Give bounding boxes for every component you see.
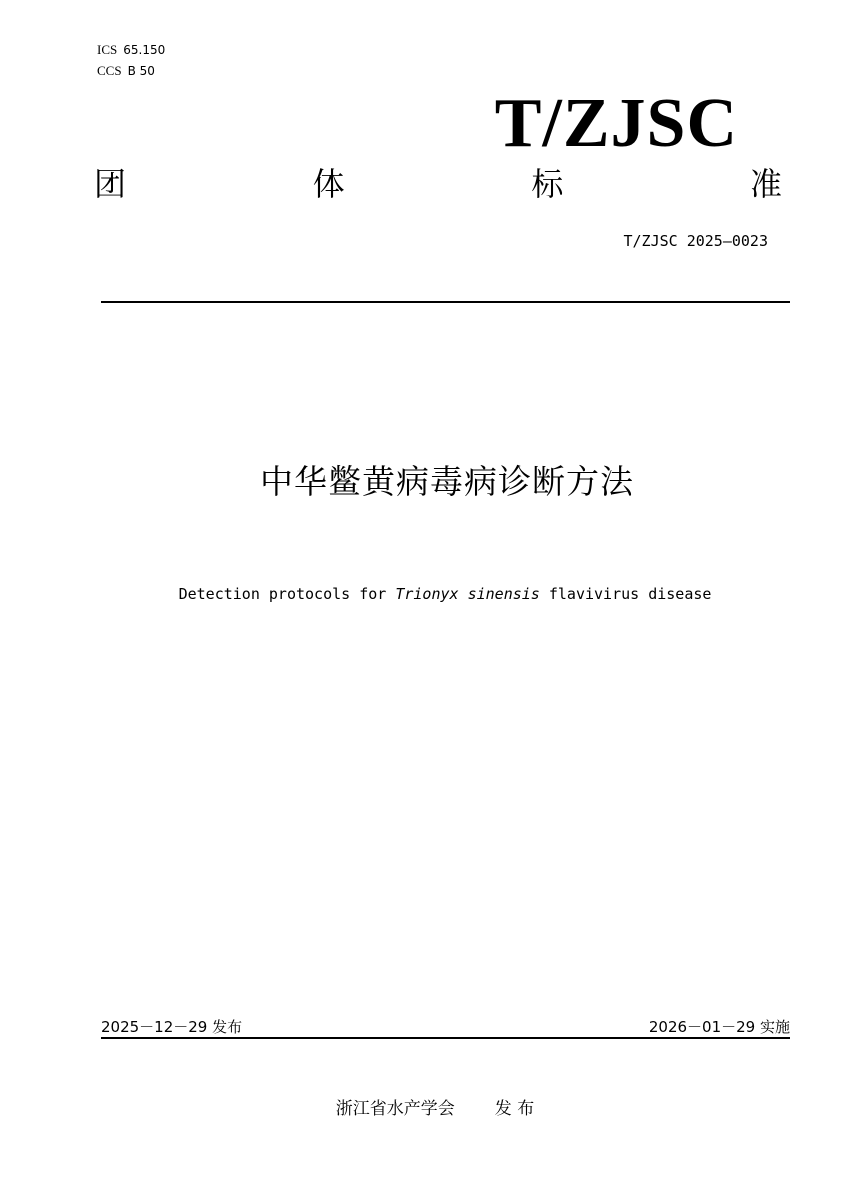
title-en-suffix: flavivirus disease xyxy=(539,585,712,603)
title-en-species: Trionyx sinensis xyxy=(395,585,540,603)
standard-type-char: 准 xyxy=(749,165,782,203)
publisher-line xyxy=(0,1097,850,1121)
ics-value: 65.150 xyxy=(123,43,166,57)
standard-type-char: 标 xyxy=(531,165,564,203)
standard-number: T/ZJSC 2025—0023 xyxy=(623,232,768,250)
implement-date: 2026－01－29 实施 xyxy=(648,1018,790,1036)
document-title-chinese: 中华鳖黄病毒病诊断方法 xyxy=(260,462,634,501)
association-logo-text: T/ZJSC xyxy=(494,85,738,162)
ics-code xyxy=(97,42,165,58)
header-divider xyxy=(101,301,790,303)
document-title-english xyxy=(0,585,850,603)
standard-type-char: 团 xyxy=(94,165,127,203)
publisher-name: 浙江省水产学会 xyxy=(335,1099,455,1119)
ccs-value: B 50 xyxy=(127,64,155,78)
publisher-action: 发 布 xyxy=(494,1099,535,1119)
ccs-label: CCS xyxy=(97,63,122,78)
ccs-code xyxy=(97,63,155,79)
publish-date: 2025－12－29 发布 xyxy=(101,1018,243,1036)
standard-type-char: 体 xyxy=(312,165,345,203)
ics-label: ICS xyxy=(97,42,118,57)
footer-divider xyxy=(101,1037,790,1039)
standard-type-heading xyxy=(94,164,782,204)
title-en-prefix: Detection protocols for xyxy=(178,585,396,603)
